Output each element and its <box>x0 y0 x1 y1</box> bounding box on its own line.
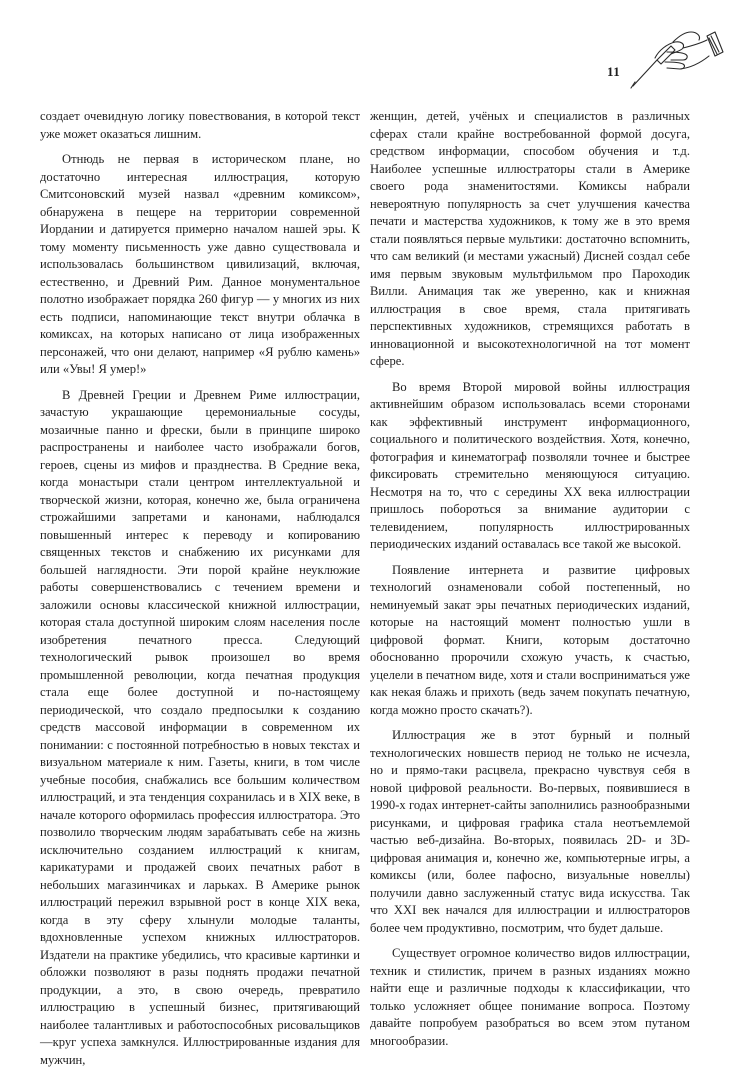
paragraph: Отнюдь не первая в историческом плане, но достаточно интересная иллюстрация, которую Смитсоновский музей назвал «древним комиксом», обнаружена в пещере на территории современной Иордании и датируется примерно началом нашей эры. К тому моменту письменность уже давно существовала и использовалась большинством цивилизаций, включая, естественно, и Древний Рим. Данное монументальное полотно изображает порядка 260 фигур — у многих из них есть подписи, напоминающие текст внутри облачка в комиксах, на которых написано от лица изображенных персонажей, что они делают, например «Я рублю камень» или «Увы! Я умер!» <box>40 151 360 379</box>
left-column <box>40 108 360 1069</box>
paragraph: Существует огромное количество видов иллюстрации, техник и стилистик, причем в разных изданиях можно найти еще и различные подходы к классификации, что только усложняет общее понимание вопроса. Поэтому давайте попробуем разобраться во всем этом путаном многообразии. <box>370 945 690 1050</box>
paragraph: женщин, детей, учёных и специалистов в различных сферах стали крайне востребованной формой досуга, средством информации, способом обучения и т.д. Наиболее успешные иллюстраторы стали в Америке своего рода знаменитостями. Комиксы набрали невероятную популярность за счет улучшения качества печати и мастерства художников, к тому же в это время стали появляться первые мультики: достаточно вспомнить, что сам великий (и местами ужасный) Дисней создал себе имя первым звуковым мультфильмом про Пароходик Вилли. Анимация так же уверенно, как и книжная иллюстрация в свое время, стала притягивать перспективных художников, стремящихся работать в инновационной и высокотехнологичной на тот момент сфере. <box>370 108 690 371</box>
hand-writing-icon <box>627 22 727 90</box>
paragraph: Появление интернета и развитие цифровых технологий ознаменовали собой постепенный, но неминуемый закат эры печатных периодических изданий, которые на настоящий момент полностью ушли в цифровой формат. Книги, которым достаточно обоснованно пророчили схожую участь, к счастью, уцелели в печатном виде, хотя и стали восприниматься уже как некая блажь и прихоть (ведь зачем покупать печатную, когда можно просто скачать?). <box>370 562 690 720</box>
page-number: 11 <box>607 64 620 80</box>
paragraph: Во время Второй мировой войны иллюстрация активнейшим образом использовалась всеми сторонами как эффективный инструмент информационного, социального и политического воздействия. Хотя, конечно, фотография и кинематограф позволяли точнее и быстрее фиксировать стремительно меняющуюся ситуацию. Несмотря на то, что с середины XX века иллюстрации пришлось побороться за внимание аудитории с телевидением, популярность иллюстрированных периодических изданий оставалась все такой же высокой. <box>370 379 690 554</box>
paragraph: создает очевидную логику повествования, в которой текст уже может оказаться лишним. <box>40 108 360 143</box>
right-column <box>370 108 690 1050</box>
paragraph: Иллюстрация же в этот бурный и полный технологических новшеств период не только не исчезла, но и прямо-таки расцвела, прекрасно чувствуя себя в новой цифровой реальности. Во-первых, появившиеся в 1990-х годах интернет-сайты заполнились разнообразными рисунками, и цифровая графика стала неотъемлемой частью веб-дизайна. Во-вторых, появилась 2D- и 3D-цифровая анимация и, конечно же, компьютерные игры, а комиксы (или, более пафосно, визуальные новеллы) получили давно заслуженный статус вида искусства. Так что XXI век начался для иллюстрации и иллюстраторов более чем продуктивно, посмотрим, что будет дальше. <box>370 727 690 937</box>
paragraph: В Древней Греции и Древнем Риме иллюстрации, зачастую украшающие церемониальные сосуды, мозаичные панно и фрески, были в принципе широко распространены и наиболее часто изображали богов, героев, сцены из мифов и празднества. В Средние века, когда монастыри стали центром интеллектуальной и творческой жизни, которая, конечно же, была ограничена строжайшими запретами и канонами, наблюдался повышенный интерес к переводу и копированию священных текстов и снабжению их рисунками для большей наглядности. Эти порой крайне неуклюжие работы совершенствовались с течением времени и заложили основы классической книжной иллюстрации, которая стала доступной широким слоям населения после изобретения печатного пресса. Следующий технологический рывок произошел во время промышленной революции, когда печатная продукция стала еще более доступной и по-настоящему периодической, что создало предпосылки к созданию средств массовой информации в современном их понимании: с постоянной потребностью в новых текстах и визуальном материале к ним. Газеты, книги, в том числе учебные пособия, снабжались все большим количеством иллюстраций, и эта тенденция сохранилась и в XIX веке, в начале которого оформилась профессия иллюстратора. Это позволило творческим людям зарабатывать себе на жизнь исключительно созданием иллюстраций к книгам, карикатурами и продажей своих печатных работ в небольших магазинчиках и ларьках. В Америке рынок иллюстраций пережил взрывной рост в конце XIX века, когда в эту сферу хлынули молодые таланты, вдохновленные успехом книжных иллюстраторов. Издатели на практике убедились, что красивые картинки и обложки позволяют в разы поднять продажи печатной продукции, а это, в свою очередь, превратило иллюстрацию в успешный бизнес, притягивающий наиболее талантливых и работоспособных рисовальщиков —круг успеха замкнулся. Иллюстрированные издания для мужчин, <box>40 387 360 1069</box>
